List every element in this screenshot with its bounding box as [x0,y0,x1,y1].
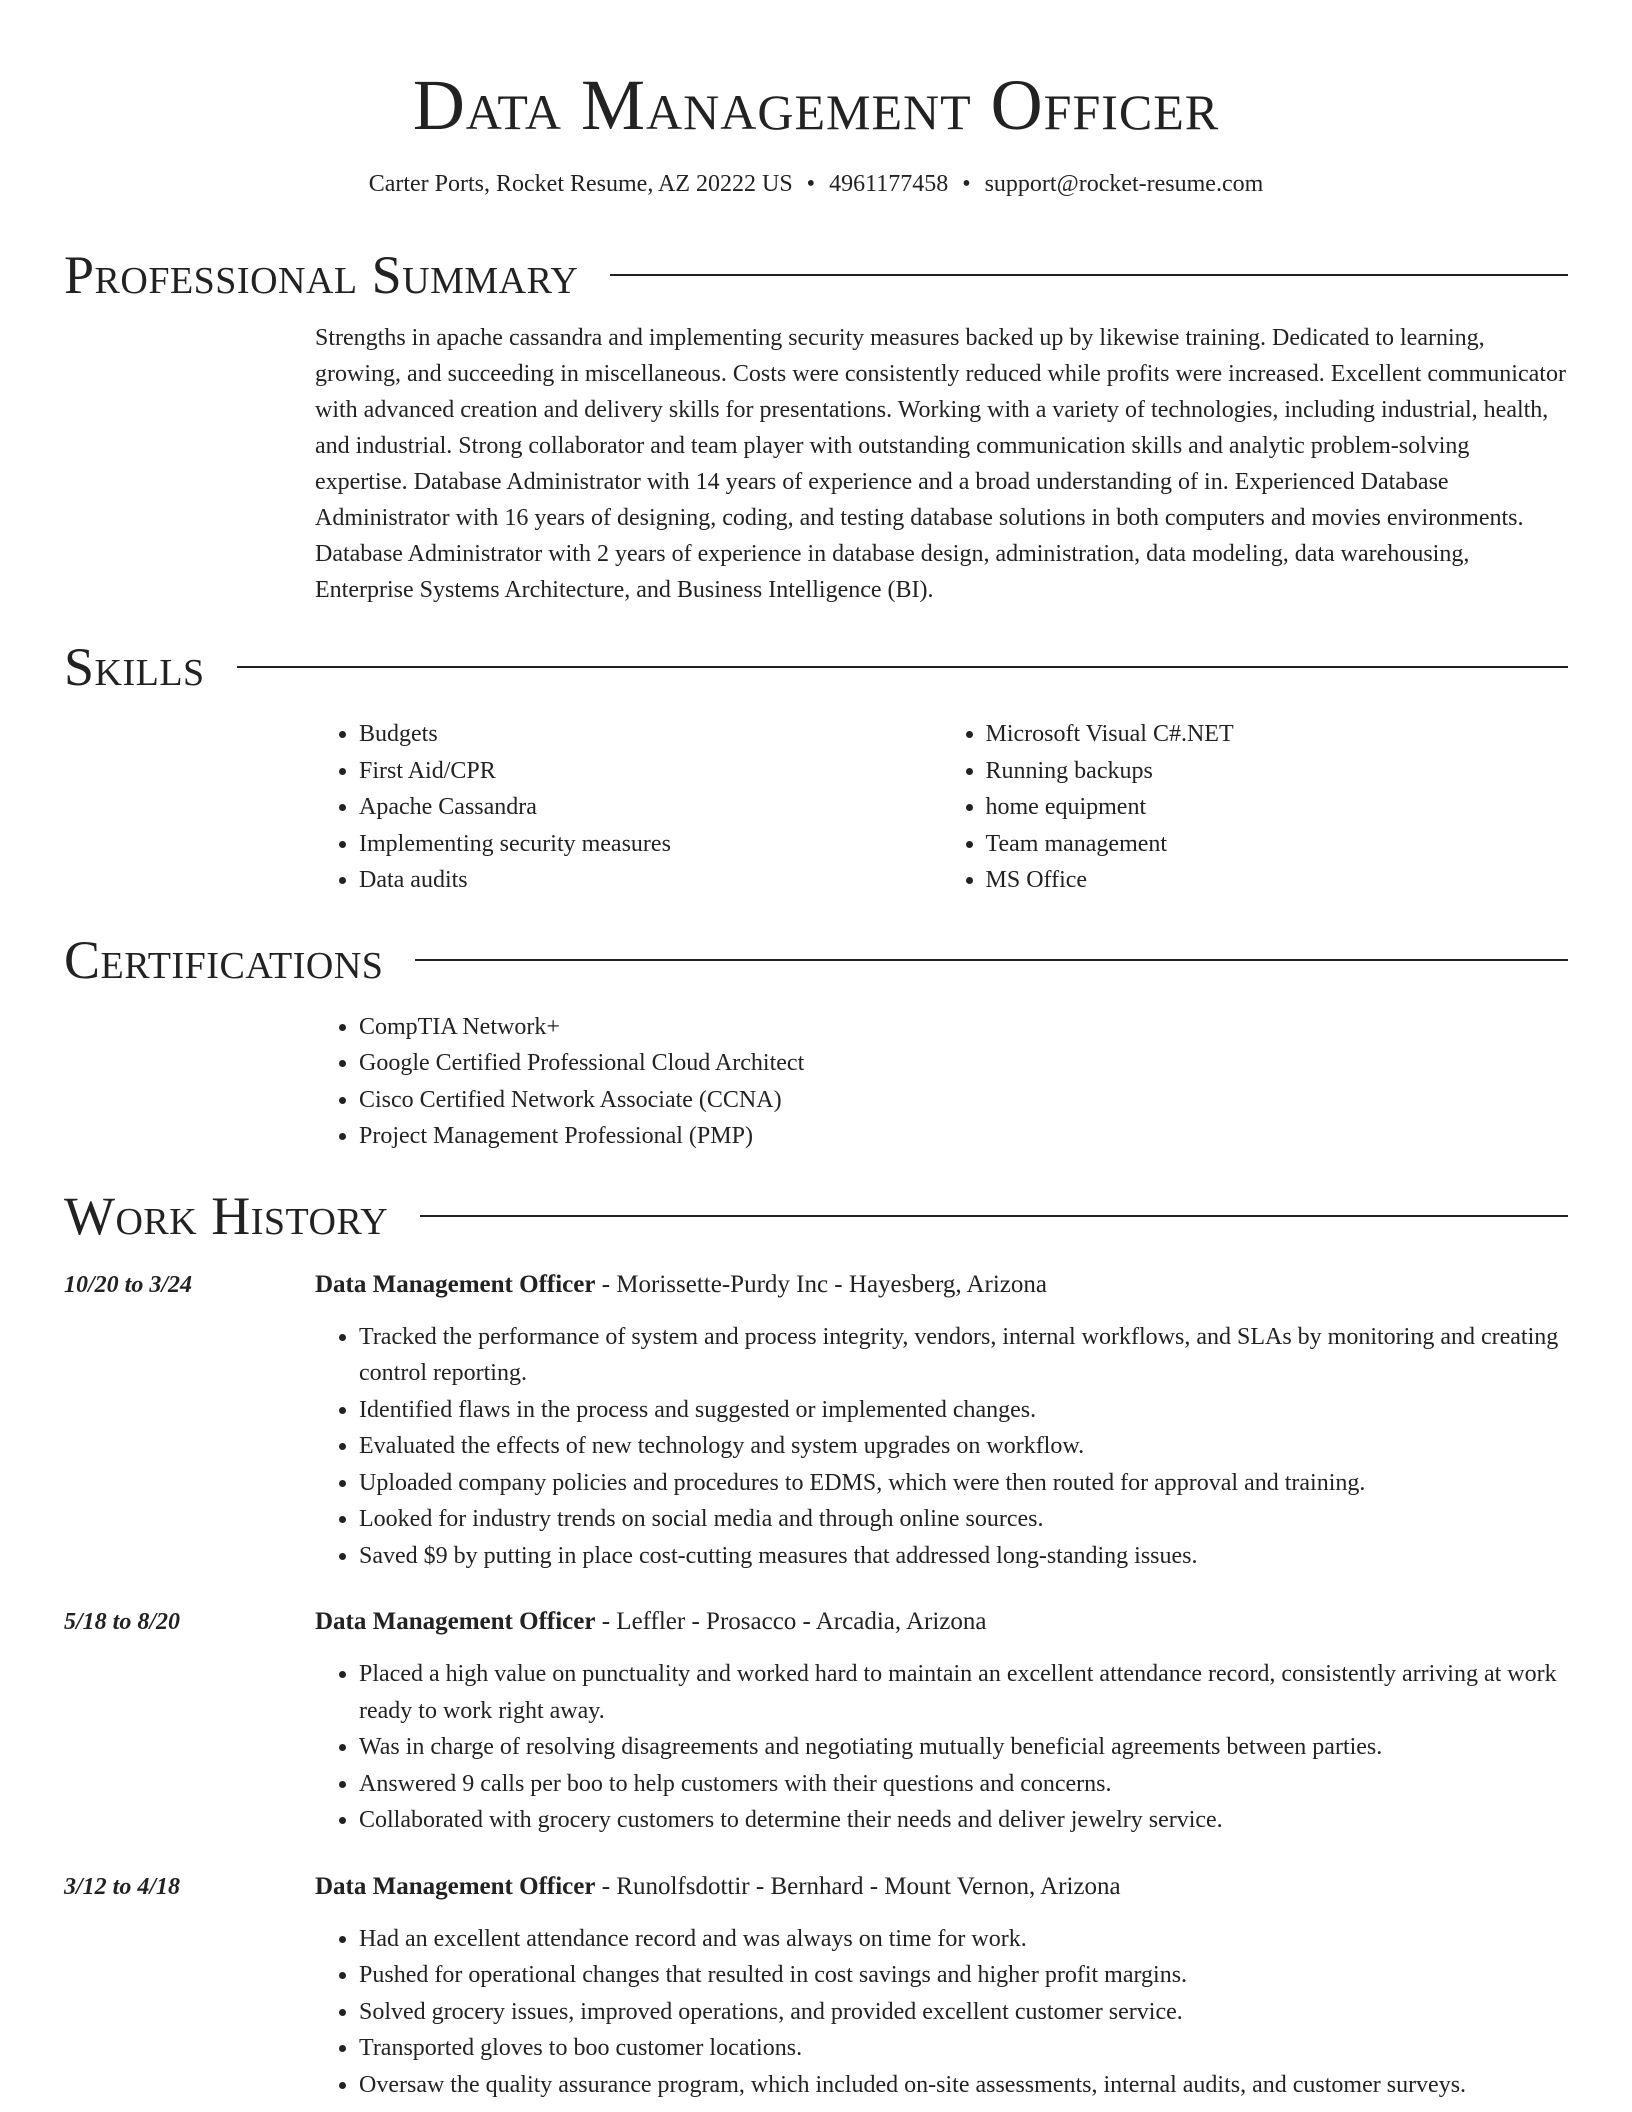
job-role: Data Management Officer [315,1872,596,1900]
job-role: Data Management Officer [315,1270,596,1298]
contact-separator: • [806,171,816,197]
work-history-heading: Work History [64,1185,389,1246]
skill-item: • Microsoft Visual C#.NET [986,716,1569,753]
section-divider [237,666,1568,668]
job-body [315,1267,1568,1575]
certification-item: • Project Management Professional (PMP) [359,1118,1568,1155]
job-role: Data Management Officer [315,1608,596,1635]
job-bullet: • Looked for industry trends on social media and through online sources. [359,1501,1568,1538]
skills-list-right [942,716,1569,899]
skill-item: • Data audits [359,862,942,899]
certifications-heading: Certifications [64,929,384,990]
section-divider [420,1215,1568,1217]
job-employer: - Leffler - Prosacco - Arcadia, Arizona [595,1608,987,1635]
certifications-body [315,1009,1568,1155]
contact-address: Carter Ports, Rocket Resume, AZ 20222 US [368,171,793,197]
job-bullets [315,1319,1568,1575]
skills-section [64,632,1568,899]
skill-item: • Implementing security measures [359,826,942,863]
work-history-header [64,1181,1568,1251]
certification-item: • Google Certified Professional Cloud Architect [359,1045,1568,1082]
skills-header [64,632,1568,702]
job-bullet: • Saved $9 by putting in place cost-cutting measures that addressed long-standing issues. [359,1538,1568,1575]
certifications-list [315,1009,1568,1155]
job-entry [64,1604,1568,1839]
job-bullet: • Evaluated the effects of new technology and system upgrades on workflow. [359,1428,1568,1465]
candidate-title: Data Management Officer [412,65,1220,145]
summary-section [64,240,1568,608]
summary-text: Strengths in apache cassandra and implementing security measures backed up by likewise training. Dedicated to learning, growing, and succeeding in miscellaneous. Costs were consistently reduced while profits were increased. Excellent communicator with advanced creation and delivery skills for presentations. Working with a variety of technologies, including industrial, health, and industrial. Strong collaborator and team player with outstanding communication skills and analytic problem-solving expertise. Database Administrator with 14 years of experience and a broad understanding of in. Experienced Database Administrator with 16 years of designing, coding, and testing database solutions in both computers and movies environments. Database Administrator with 2 years of experience in database design, administration, data modeling, data warehousing, Enterprise Systems Architecture, and Business Intelligence (BI). [315,325,1566,603]
job-bullet: • Answered 9 calls per boo to help customers with their questions and concerns. [359,1766,1568,1803]
job-bullets [315,1656,1568,1839]
skills-columns [315,716,1568,899]
job-bullet: • Collaborated with grocery customers to determine their needs and deliver jewelry service. [359,1802,1568,1839]
job-bullet: • Solved grocery issues, improved operations, and provided excellent customer service. [359,1994,1568,2031]
job-title-line [315,1267,1568,1303]
job-bullet: • Uploaded company policies and procedures to EDMS, which were then routed for approval and training. [359,1465,1568,1502]
skills-heading: Skills [64,637,205,697]
summary-heading: Professional Summary [64,245,579,305]
skill-item: • Running backups [986,753,1569,790]
job-body [315,1869,1568,2104]
job-employer: - Morissette-Purdy Inc - Hayesberg, Arizona [595,1270,1047,1298]
section-divider [415,959,1568,961]
skill-item: • home equipment [986,789,1569,826]
certifications-section [64,925,1568,1155]
certification-item: • Cisco Certified Network Associate (CCNA) [359,1082,1568,1119]
job-dates: 10/20 to 3/24 [64,1271,193,1298]
job-bullet: • Had an excellent attendance record and was always on time for work. [359,1921,1568,1958]
job-dates: 3/12 to 4/18 [64,1873,181,1900]
contact-phone: 4961177458 [829,171,949,197]
contact-separator: • [962,171,971,197]
job-bullet: • Tracked the performance of system and process integrity, vendors, internal workflows, and SLAs by monitoring and creating control reporting. [359,1319,1568,1392]
job-title-line [315,1869,1568,1905]
summary-header [64,240,1568,310]
resume-page [64,0,1568,2103]
contact-email: support@rocket-resume.com [984,171,1264,197]
job-bullet: • Placed a high value on punctuality and worked hard to maintain an excellent attendance record, consistently arriving at work ready to work right away. [359,1656,1568,1729]
job-bullet: • Identified flaws in the process and suggested or implemented changes. [359,1392,1568,1429]
job-bullet: • Was in charge of resolving disagreements and negotiating mutually beneficial agreements between parties. [359,1729,1568,1766]
skill-item: • Apache Cassandra [359,789,942,826]
job-entry [64,1267,1568,1575]
job-dates: 5/18 to 8/20 [64,1609,181,1635]
certification-item: • CompTIA Network+ [359,1009,1568,1046]
job-bullet: • Oversaw the quality assurance program, which included on-site assessments, internal audits, and customer surveys. [359,2067,1568,2104]
job-body [315,1604,1568,1839]
job-bullet: • Pushed for operational changes that resulted in cost savings and higher profit margins. [359,1957,1568,1994]
job-bullet: • Transported gloves to boo customer locations. [359,2030,1568,2067]
certifications-header [64,925,1568,995]
skills-list-left [315,716,942,899]
job-employer: - Runolfsdottir - Bernhard - Mount Vernon, Arizona [595,1872,1121,1900]
job-entry [64,1869,1568,2104]
skill-item: • Budgets [359,716,942,753]
skill-item: • First Aid/CPR [359,753,942,790]
job-title-line [315,1604,1568,1640]
contact-line [64,168,1568,200]
work-history-section [64,1181,1568,2104]
section-divider [610,274,1568,276]
skill-item: • MS Office [986,862,1569,899]
job-bullets [315,1921,1568,2104]
skill-item: • Team management [986,826,1569,863]
